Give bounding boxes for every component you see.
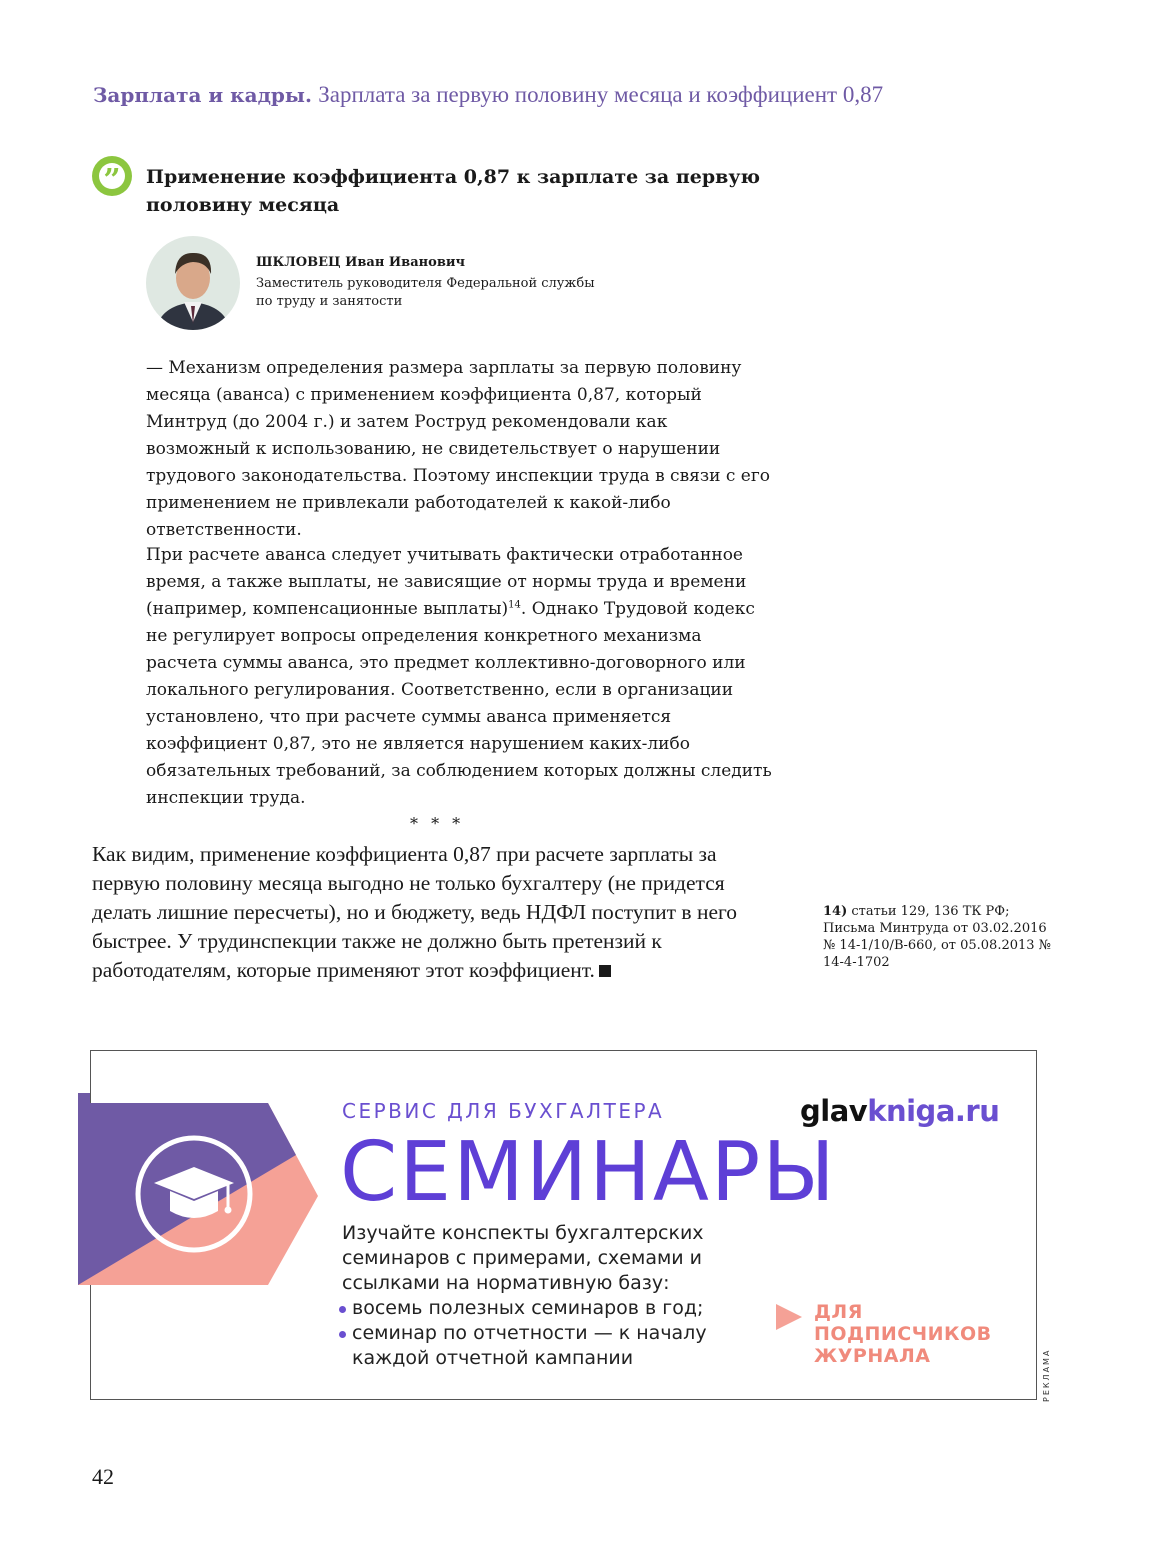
footnote-ref[interactable]: 14 [508,599,521,611]
page-number: 42 [92,1464,114,1489]
block-heading: Применение коэффициента 0,87 к зарплате за первую половину месяца [146,166,760,216]
footnote-number: 14) [823,904,848,919]
article-title: Зарплата за первую половину месяца и коэффициент 0,87 [318,82,884,107]
conclusion-paragraph: Как видим, применение коэффициента 0,87 при расчете зарплаты за первую половину месяца выгодно не только бухгалтеру (не придется делать лишние пересчеты), но и бюджету, ведь НДФЛ поступит в него быстрее. У трудинспекции также не должно быть претензий к работодателям, которые применяют этот коэффициент. [92,842,738,982]
expert-photo [146,236,240,330]
ad-title: СЕМИНАРЫ [340,1125,837,1220]
ad-cta[interactable]: ДЛЯ ПОДПИСЧИКОВ ЖУРНАЛА [814,1301,992,1367]
ad-badge [78,1093,318,1285]
ad-description: Изучайте конспекты бухгалтерских семинаров с примерами, схемами и ссылками на нормативную базу: [342,1222,704,1294]
quote-icon: ” [92,156,132,196]
list-item: восемь полезных семинаров в год; [338,1296,758,1321]
list-item: семинар по отчетности — к началу каждой отчетной кампании [338,1321,758,1371]
footnote-text: статьи 129, 136 ТК РФ; Письма Минтруда от 03.02.2016 № 14-1/10/В-660, от 05.08.2013 № 14-4-1702 [823,904,1051,970]
section-name: Зарплата и кадры. [93,83,312,107]
play-arrow-icon [776,1304,802,1330]
bullet-icon [339,1306,346,1313]
end-mark-icon [599,965,611,977]
ad-service-label: СЕРВИС ДЛЯ БУХГАЛТЕРА [342,1099,665,1123]
running-header [93,82,883,108]
expert-name: ШКЛОВЕЦ Иван Иванович [256,255,466,270]
quote-paragraph-1: — Механизм определения размера зарплаты за первую половину месяца (аванса) с применением коэффициента 0,87, который Минтруд (до 2004 г.) и затем Роструд рекомендовали как возможный к использованию, не свидетельствует о нарушении трудового законодательства. Поэтому инспекции труда в связи с его применением не привлекали работодателей к какой-либо ответственности. [146,358,771,540]
separator: * * * [410,814,465,833]
quote-paragraph-2: При расчете аванса следует учитывать фактически отработанное время, а также выплаты, не зависящие от нормы труда и времени (например, компенсационные выплаты)$^{14}$. Однако Трудовой кодекс не регулирует вопросы определения конкретного механизма расчета суммы аванса, это предмет коллективно-договорного или локального регулирования. Соответственно, если в организации установлено, что при расчете суммы аванса применяется коэффициент 0,87, это не является нарушением каких-либо обязательных требований, за соблюдением которых должны следить инспекции труда. [146,545,772,808]
bullet-icon [339,1331,346,1338]
ad-label: РЕКЛАМА [1042,1348,1051,1402]
footnote [823,903,1063,971]
ad-brand-link[interactable]: glavkniga.ru [800,1094,1000,1128]
expert-role: Заместитель руководителя Федеральной службы по труду и занятости [256,276,595,309]
ad-bullet-list [338,1296,758,1371]
